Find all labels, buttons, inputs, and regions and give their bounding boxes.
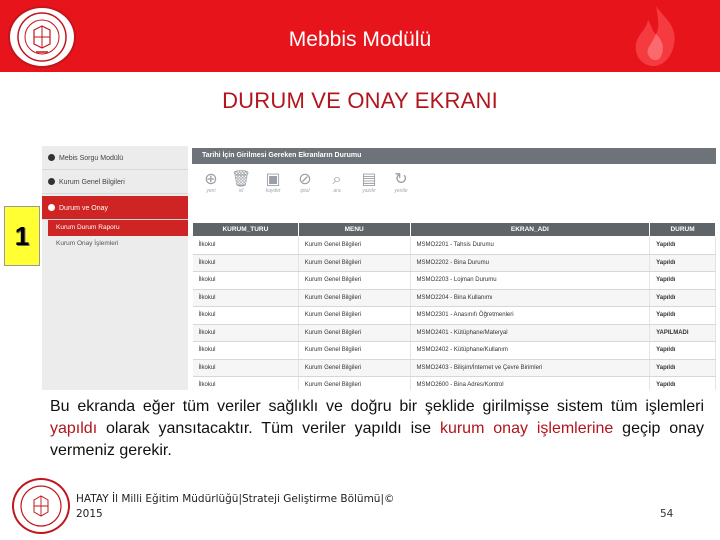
table-row[interactable] xyxy=(193,342,716,360)
table-cell: İlkokul xyxy=(193,377,299,391)
status-cell: Yapıldı xyxy=(650,237,716,255)
toolbar-label: yeni xyxy=(206,188,216,194)
table-cell: İlkokul xyxy=(193,289,299,307)
mebbis-sidebar xyxy=(42,146,188,390)
footer-year: 2015 xyxy=(76,508,103,520)
mebbis-screenshot xyxy=(42,146,716,390)
status-table xyxy=(192,222,716,390)
table-cell: MSMO2202 - Bina Durumu xyxy=(410,254,650,272)
bullet-icon xyxy=(48,178,55,185)
status-cell: Yapıldı xyxy=(650,254,716,272)
status-cell: Yapıldı xyxy=(650,359,716,377)
toolbar-label: kaydet xyxy=(265,188,281,194)
column-header[interactable]: DURUM xyxy=(650,223,716,237)
footer-text xyxy=(76,492,476,522)
search-button[interactable] xyxy=(322,170,352,200)
table-cell: MSMO2600 - Bina Adres/Kontrol xyxy=(410,377,650,391)
table-cell: İlkokul xyxy=(193,359,299,377)
sidebar-item-kurum-genel[interactable] xyxy=(42,170,188,194)
panel-title: Tarihi İçin Girilmesi Gereken Ekranların Durumu xyxy=(192,148,716,164)
save-button[interactable] xyxy=(258,170,288,200)
add-icon: ⊕ xyxy=(204,169,218,188)
table-row[interactable] xyxy=(193,237,716,255)
page-number: 54 xyxy=(660,508,674,520)
status-cell: Yapıldı xyxy=(650,307,716,325)
sidebar-item-label: Mebis Sorgu Modülü xyxy=(59,155,124,162)
table-cell: MSMO2201 - Tahsis Durumu xyxy=(410,237,650,255)
table-cell: İlkokul xyxy=(193,324,299,342)
table-cell: Kurum Genel Bilgileri xyxy=(298,377,410,391)
table-cell: Kurum Genel Bilgileri xyxy=(298,237,410,255)
table-row[interactable] xyxy=(193,272,716,290)
table-cell: Kurum Genel Bilgileri xyxy=(298,359,410,377)
table-row[interactable] xyxy=(193,289,716,307)
header-bar xyxy=(0,0,720,72)
mebbis-main-panel xyxy=(192,146,716,390)
table-row[interactable] xyxy=(193,377,716,391)
table-cell: MSMO2401 - Kütüphane/Materyal xyxy=(410,324,650,342)
search-icon: ⌕ xyxy=(332,169,342,188)
sidebar-item-sorgu[interactable] xyxy=(42,146,188,170)
description-text: olarak yansıtacaktır. Tüm veriler yapıldı ise xyxy=(97,420,440,437)
footer-line: HATAY İl Milli Eğitim Müdürlüğü|Strateji Geliştirme Bölümü|© xyxy=(76,493,395,505)
bullet-icon xyxy=(48,204,55,211)
table-cell: İlkokul xyxy=(193,307,299,325)
sidebar-item-label: Durum ve Onay xyxy=(59,205,109,212)
table-row[interactable] xyxy=(193,359,716,377)
print-icon: ▤ xyxy=(361,169,377,188)
bullet-icon xyxy=(48,154,55,161)
description-text: geçip onay vermeniz gerekir. xyxy=(50,420,704,459)
table-cell: İlkokul xyxy=(193,272,299,290)
meb-emblem-icon xyxy=(12,478,70,534)
column-header[interactable]: MENU xyxy=(298,223,410,237)
refresh-icon: ↻ xyxy=(394,169,408,188)
table-cell: İlkokul xyxy=(193,342,299,360)
table-cell: Kurum Genel Bilgileri xyxy=(298,342,410,360)
table-cell: Kurum Genel Bilgileri xyxy=(298,272,410,290)
status-cell: Yapıldı xyxy=(650,272,716,290)
add-button[interactable] xyxy=(196,170,226,200)
refresh-button[interactable] xyxy=(386,170,416,200)
cancel-button[interactable] xyxy=(290,170,320,200)
save-icon: ▣ xyxy=(265,169,281,188)
table-cell: İlkokul xyxy=(193,237,299,255)
description-highlight: yapıldı xyxy=(50,420,98,437)
step-badge: 1 xyxy=(4,206,40,266)
sidebar-subitem-onay-islemleri[interactable]: Kurum Onay İşlemleri xyxy=(56,240,119,247)
toolbar-label: yenile xyxy=(394,188,408,194)
sidebar-item-durum-onay[interactable] xyxy=(42,196,188,220)
table-row[interactable] xyxy=(193,254,716,272)
table-cell: Kurum Genel Bilgileri xyxy=(298,254,410,272)
table-cell: MSMO2203 - Lojman Durumu xyxy=(410,272,650,290)
toolbar xyxy=(196,168,716,200)
description-text: Bu ekranda eğer tüm veriler sağlıklı ve doğru bir şeklide girilmişse sistem tüm işlemleri xyxy=(50,398,704,415)
status-cell: Yapıldı xyxy=(650,342,716,360)
table-cell: Kurum Genel Bilgileri xyxy=(298,289,410,307)
status-cell: Yapıldı xyxy=(650,377,716,391)
header-title: Mebbis Modülü xyxy=(288,28,432,51)
table-cell: MSMO2403 - Bilişim/İnternet ve Çevre Birimleri xyxy=(410,359,650,377)
delete-button[interactable] xyxy=(226,170,256,200)
toolbar-label: ara xyxy=(333,188,341,194)
toolbar-label: yazdır xyxy=(362,188,376,194)
sidebar-item-label: Kurum Genel Bilgileri xyxy=(59,179,125,186)
table-cell: MSMO2301 - Anasınıfı Öğretmenleri xyxy=(410,307,650,325)
toolbar-label: iptal xyxy=(300,188,310,194)
flame-icon xyxy=(626,4,686,68)
table-header-row xyxy=(193,223,716,237)
print-button[interactable] xyxy=(354,170,384,200)
table-cell: İlkokul xyxy=(193,254,299,272)
table-row[interactable] xyxy=(193,324,716,342)
table-cell: Kurum Genel Bilgileri xyxy=(298,307,410,325)
sidebar-subitem-durum-raporu[interactable]: Kurum Durum Raporu xyxy=(48,220,188,236)
trash-icon: 🗑 xyxy=(231,169,252,188)
toolbar-label: sil xyxy=(238,188,244,194)
status-cell: YAPILMADI xyxy=(650,324,716,342)
cancel-icon: ⊘ xyxy=(298,169,312,188)
column-header[interactable]: EKRAN_ADI xyxy=(410,223,650,237)
slide-title: DURUM VE ONAY EKRANI xyxy=(222,88,498,113)
column-header[interactable]: KURUM_TURU xyxy=(193,223,299,237)
table-cell: MSMO2402 - Kütüphane/Kullanım xyxy=(410,342,650,360)
status-cell: Yapıldı xyxy=(650,289,716,307)
description-highlight: kurum onay işlemlerine xyxy=(439,420,614,437)
table-cell: Kurum Genel Bilgileri xyxy=(298,324,410,342)
table-cell: MSMO2204 - Bina Kullanımı xyxy=(410,289,650,307)
table-row[interactable] xyxy=(193,307,716,325)
description-paragraph xyxy=(50,396,704,462)
